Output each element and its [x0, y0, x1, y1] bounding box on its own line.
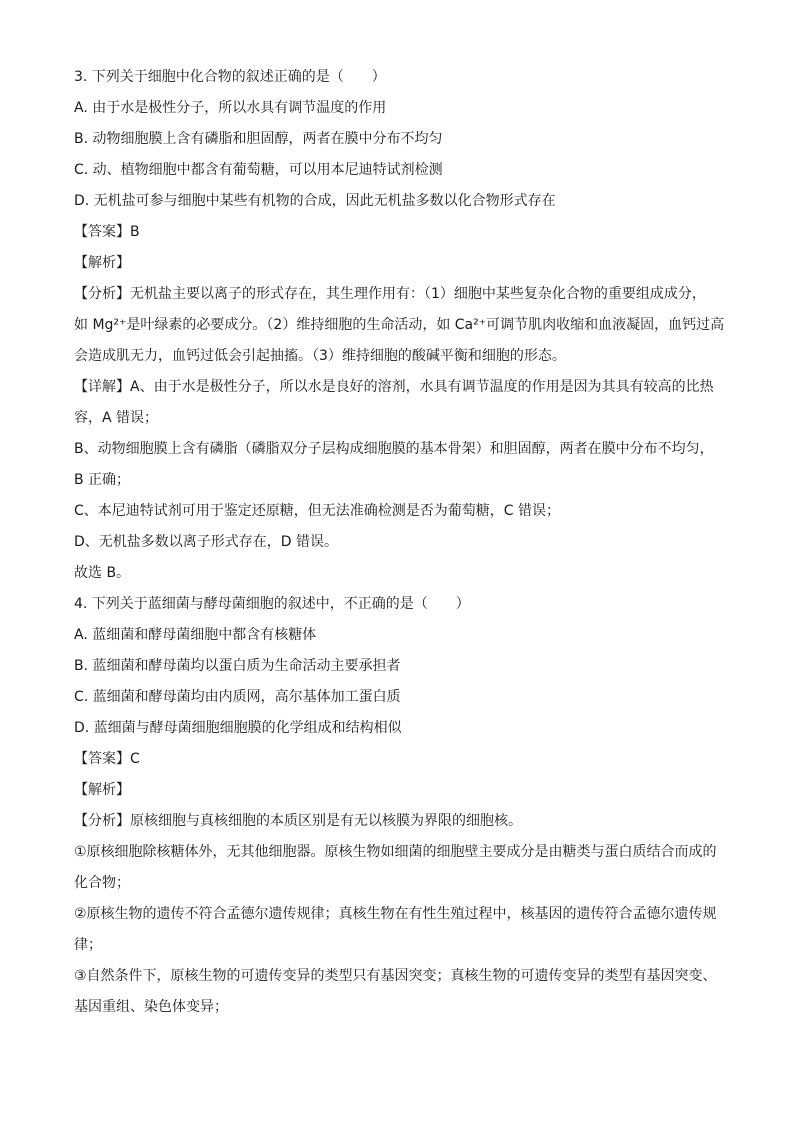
- question-4-answer: 【答案】C: [74, 751, 140, 767]
- question-3-option-a: A. 由于水是极性分子，所以水具有调节温度的作用: [74, 100, 387, 116]
- question-3-answer: 【答案】B: [74, 224, 140, 240]
- question-3-detail-line-4: B 正确；: [74, 472, 131, 488]
- question-3-option-d: D. 无机盐可参与细胞中某些有机物的合成，因此无机盐多数以化合物形式存在: [74, 193, 556, 209]
- question-4-analysis-line-4: ②原核生物的遗传不符合孟德尔遗传规律；真核生物在有性生殖过程中，核基因的遗传符合孟德尔遗传规: [74, 906, 717, 922]
- question-4-option-b: B. 蓝细菌和酵母菌均以蛋白质为生命活动主要承担者: [74, 658, 401, 674]
- question-4-analysis-line-2: ①原核细胞除核糖体外，无其他细胞器。原核生物如细菌的细胞壁主要成分是由糖类与蛋白质结合而成的: [74, 844, 717, 860]
- question-3-detail-line-3: B、动物细胞膜上含有磷脂（磷脂双分子层构成细胞膜的基本骨架）和胆固醇，两者在膜中分布不均匀，: [74, 441, 714, 457]
- question-4-analysis-line-6: ③自然条件下，原核生物的可遗传变异的类型只有基因突变；真核生物的可遗传变异的类型有基因突变、: [74, 968, 717, 984]
- question-3-stem: 3. 下列关于细胞中化合物的叙述正确的是（ ）: [74, 69, 386, 85]
- question-3-analysis-line-3: 会造成肌无力，血钙过低会引起抽搐。（3）维持细胞的酸碱平衡和细胞的形态。: [74, 348, 566, 364]
- question-3-option-b: B. 动物细胞膜上含有磷脂和胆固醇，两者在膜中分布不均匀: [74, 131, 443, 147]
- question-4-analysis-line-7: 基因重组、染色体变异；: [74, 999, 228, 1015]
- question-4-stem: 4. 下列关于蓝细菌与酵母菌细胞的叙述中，不正确的是（ ）: [74, 596, 470, 612]
- question-3-analysis-heading: 【解析】: [74, 255, 130, 271]
- question-3-conclusion: 故选 B。: [74, 565, 131, 581]
- question-3-option-c: C. 动、植物细胞中都含有葡萄糖，可以用本尼迪特试剂检测: [74, 162, 443, 178]
- document-page: [74, 62, 724, 1023]
- question-3-detail-line-5: C、本尼迪特试剂可用于鉴定还原糖，但无法准确检测是否为葡萄糖，C 错误；: [74, 503, 560, 519]
- question-3-detail-line-1: 【详解】A、由于水是极性分子，所以水是良好的溶剂，水具有调节温度的作用是因为其具有较高的比热: [74, 379, 714, 395]
- question-3-detail-line-2: 容，A 错误；: [74, 410, 159, 426]
- question-4-analysis-line-1: 【分析】原核细胞与真核细胞的本质区别是有无以核膜为界限的细胞核。: [74, 813, 522, 829]
- question-4-option-d: D. 蓝细菌与酵母菌细胞细胞膜的化学组成和结构相似: [74, 720, 402, 736]
- question-4-option-c: C. 蓝细菌和酵母菌均由内质网，高尔基体加工蛋白质: [74, 689, 401, 705]
- question-3-analysis-line-2: 如 Mg²⁺是叶绿素的必要成分。（2）维持细胞的生命活动，如 Ca²⁺可调节肌肉收缩和血液凝固，血钙过高: [74, 317, 724, 333]
- question-4-analysis-heading: 【解析】: [74, 782, 130, 798]
- question-4-analysis-line-3: 化合物；: [74, 875, 130, 891]
- question-4-analysis-line-5: 律；: [74, 937, 102, 953]
- question-4-option-a: A. 蓝细菌和酵母菌细胞中都含有核糖体: [74, 627, 317, 643]
- question-3-detail-line-6: D、无机盐多数以离子形式存在，D 错误。: [74, 534, 339, 550]
- question-3-analysis-line-1: 【分析】无机盐主要以离子的形式存在，其生理作用有：（1）细胞中某些复杂化合物的重要组成成分，: [74, 286, 706, 302]
